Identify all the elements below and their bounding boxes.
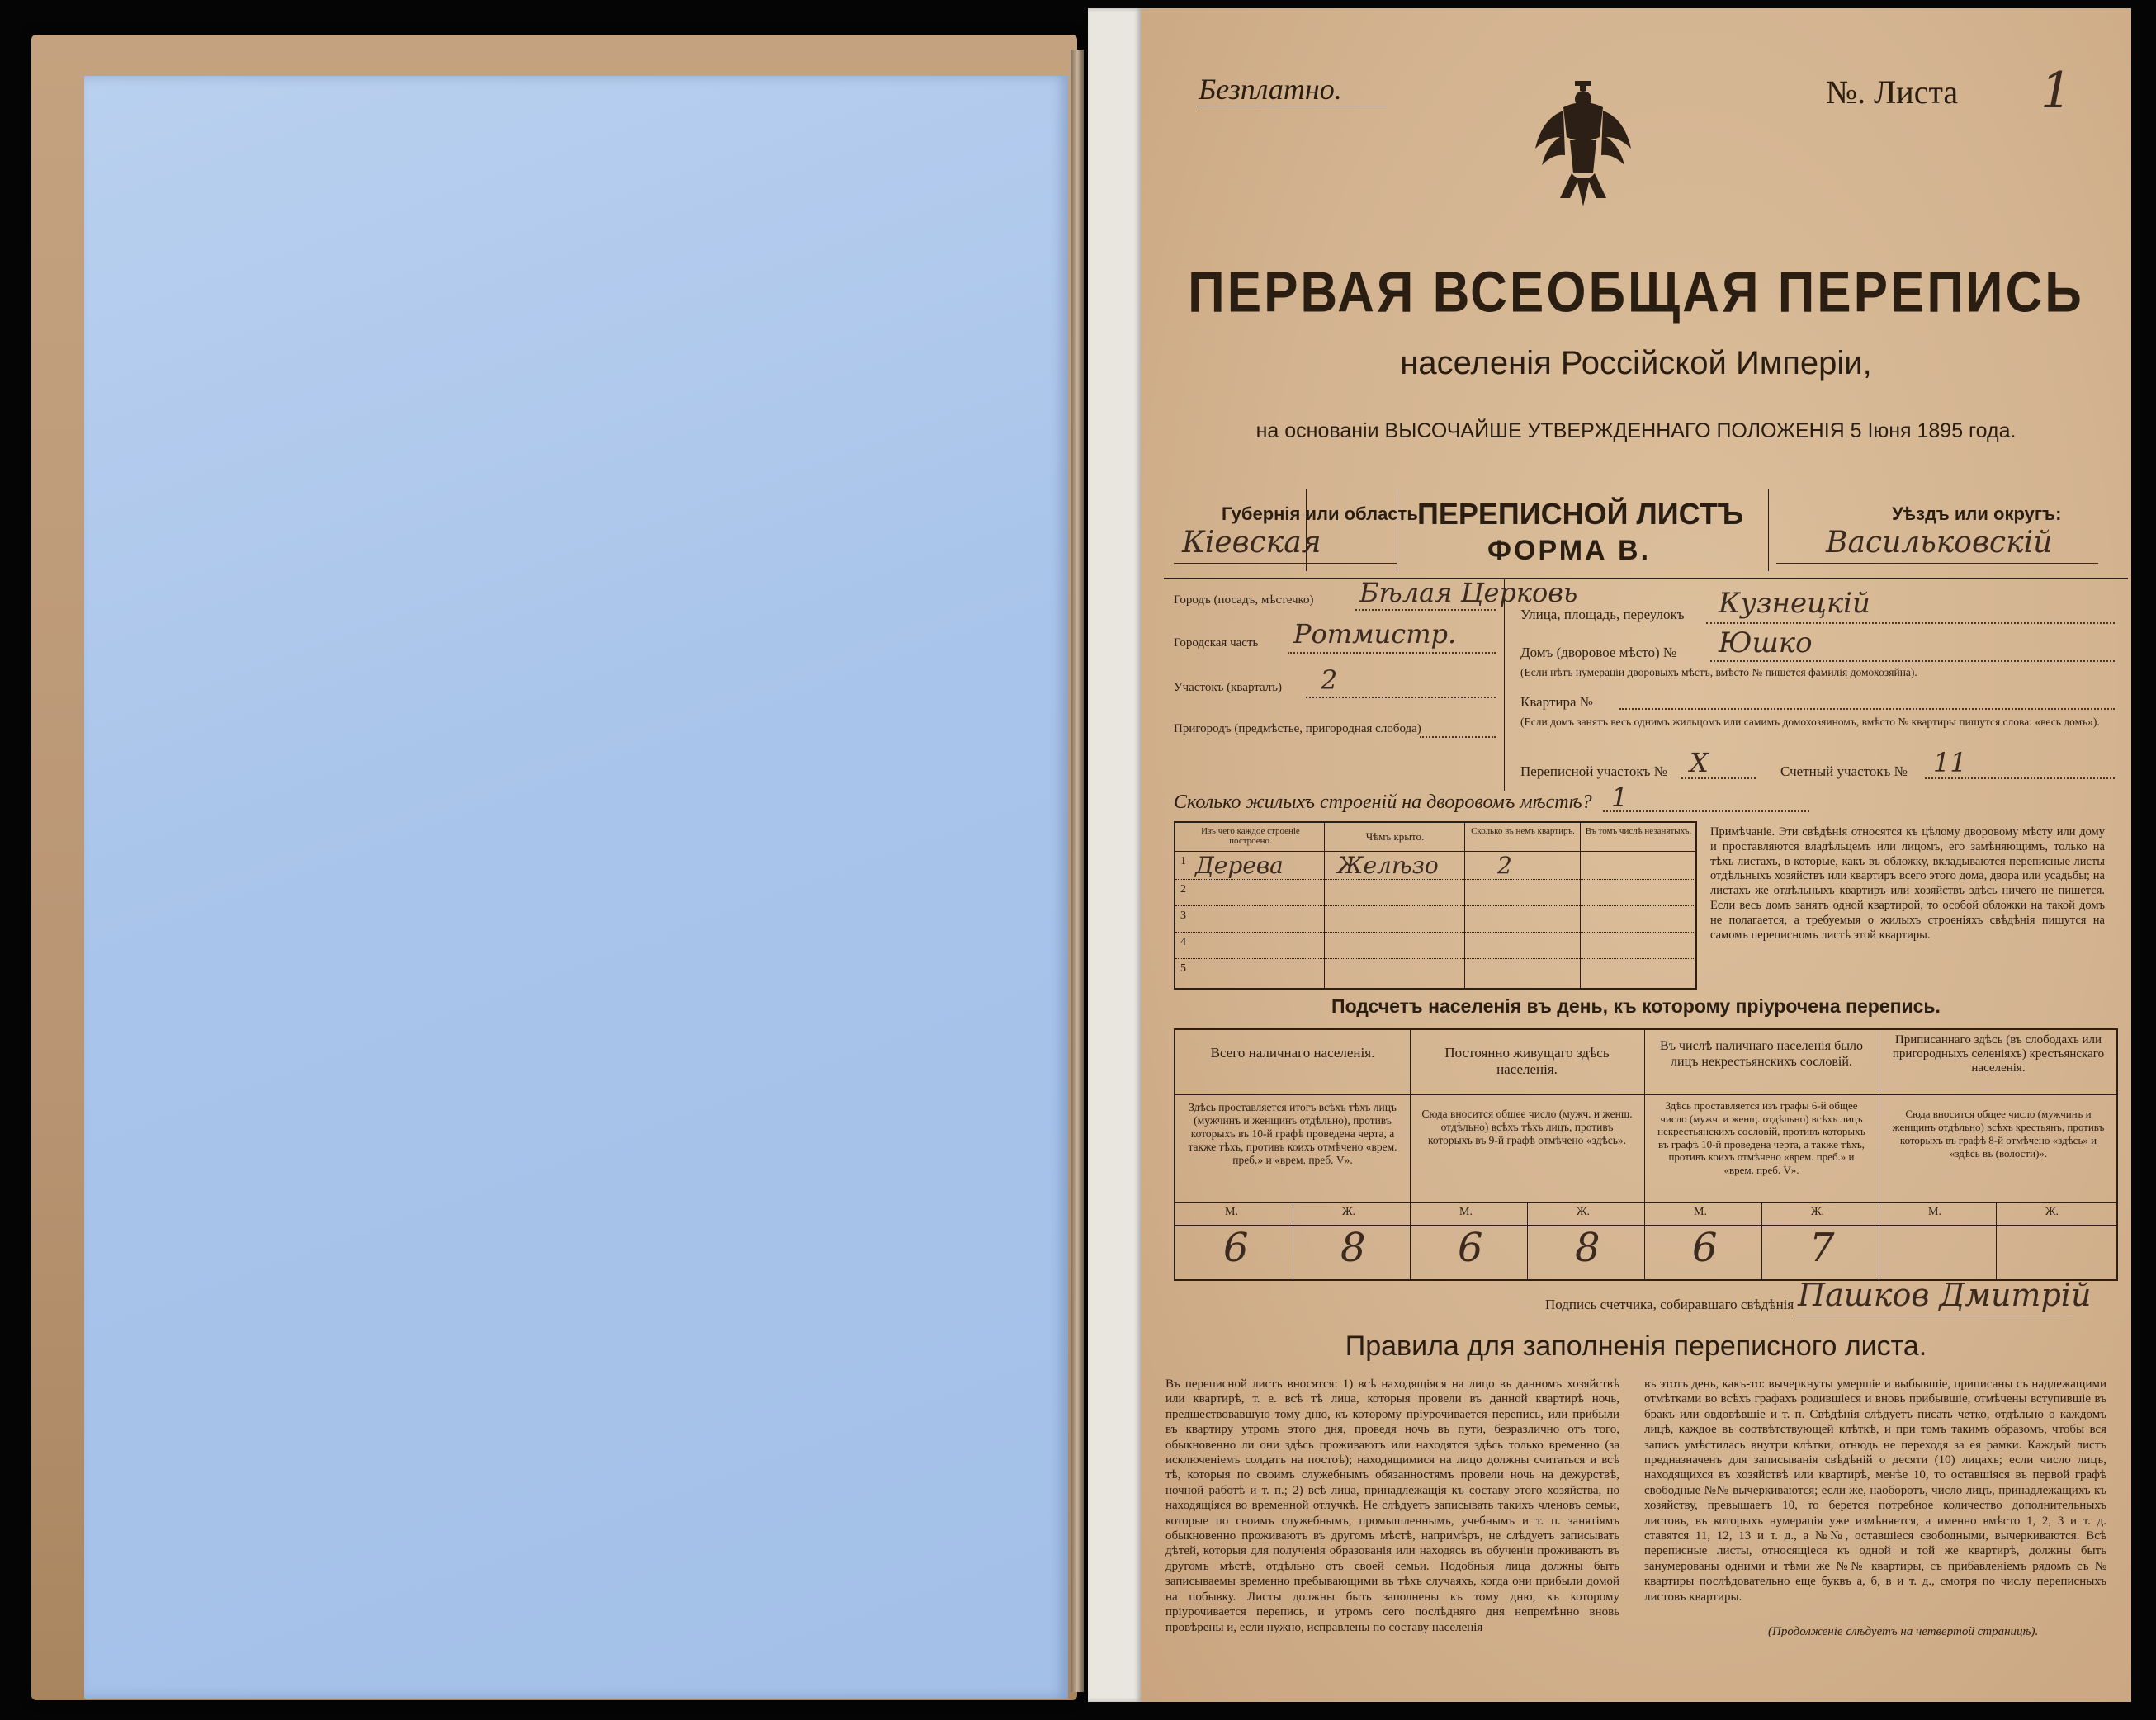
census-basis-line: на основаніи ВЫСОЧАЙШЕ УТВЕРЖДЕННАГО ПОЛОЖЕНІЯ 5 Іюня 1895 года. (1255, 419, 2017, 442)
binding-strip (1088, 8, 1141, 1702)
census-subtitle: населенія Россійской Имперіи, (1400, 345, 1872, 381)
city-part-line (1288, 652, 1496, 654)
precinct-line (1306, 697, 1496, 698)
population-title: Подсчетъ населенія въ день, къ которому пріурочена перепись. (1331, 995, 1941, 1017)
enumerator-signature: Пашков Дмитрій (1798, 1277, 2092, 1313)
row-1-apartments: 2 (1497, 852, 1512, 879)
pop-col-2-desc: Сюда вносится общее число (мужч. и женщ. отдѣльно) всѣхъ тѣхъ лицъ, противъ которыхъ въ 9-й графѣ отмѣчено «здѣсь». (1421, 1108, 1633, 1146)
buildings-table: Изъ чего каждое строеніе построено. Чѣмъ крыто. Сколько въ немъ квартиръ. Въ томъ числѣ незанятыхъ. 1 Дерева Желѣзо 2 2 3 4 5 (1174, 821, 1697, 990)
form-letter: ФОРМА В. (1487, 535, 1652, 566)
sheet-number-value: 1 (2040, 62, 2073, 120)
m-label: М. (1694, 1206, 1707, 1218)
census-section-label: Переписной участокъ № (1520, 763, 1667, 779)
city-label: Городъ (посадъ, мѣстечко) (1174, 593, 1314, 607)
pop-col-2-head: Постоянно живущаго здѣсь населенія. (1444, 1045, 1610, 1077)
suburb-label: Пригородъ (предмѣстье, пригородная слобода) (1174, 722, 1421, 735)
buildings-col-roof: Чѣмъ крыто. (1365, 830, 1425, 843)
count-section-line (1925, 777, 2115, 779)
pop-col-1-head: Всего наличнаго населенія. (1210, 1045, 1375, 1061)
house-label: Домъ (дворовое мѣсто) № (1520, 645, 1677, 660)
pop-col-1-desc: Здѣсь проставляется итогъ всѣхъ тѣхъ лицъ (мужчинъ и женщинъ отдѣльно), противъ которыхъ въ 10-й графѣ проведена черта, а также тѣхъ, противъ коихъ отмѣчено «врем. преб.» и «врем. преб. V». (1188, 1101, 1397, 1166)
m-label: М. (1928, 1206, 1941, 1218)
row-1-roof: Желѣзо (1337, 852, 1439, 879)
blue-endpaper (84, 76, 1068, 1699)
buildings-answer: 1 (1611, 782, 1629, 813)
present-male-count: 6 (1223, 1225, 1249, 1271)
census-form-page (1141, 8, 2131, 1702)
census-section-line (1681, 777, 1756, 779)
rules-title: Правила для заполненія переписного листа. (1345, 1330, 1927, 1362)
province-label: Губернія или область: (1222, 503, 1425, 524)
table-row: 2 (1180, 883, 1186, 895)
f-label: Ж. (1811, 1206, 1825, 1218)
district-underline (1776, 563, 2098, 564)
buildings-note: Примѣчаніе. Эти свѣдѣнія относятся къ цѣлому дворовому мѣсту или дому и проставляются владѣльцемъ или лицомъ, его замѣняющимъ, только на тѣхъ листахъ, в которые, какъ въ обложку, вкладываются переписные листы отдѣльныхъ хозяйствъ или квартиръ всего этого дома, двора или усадьбы; на листахъ же отдѣльныхъ квартиръ или хозяйствъ здѣсь ничего не пишется. Если весь домъ занятъ одной квартирой, то особой обложки на такой домъ не полагается, а требуемыя о жилыхъ строеніяхъ свѣдѣнія пишутся на самомъ переписномъ листѣ этой квартиры. (1710, 825, 2105, 942)
population-table (1174, 1028, 2118, 1281)
house-line (1710, 660, 2115, 662)
city-part-value: Ротмистр. (1293, 618, 1457, 650)
rules-right-column: въ этотъ день, какъ-то: вычеркнуты умершіе и выбывшіе, приписаны съ надлежащими отмѣтками во всѣхъ графахъ родившіеся и вновь прибывшіе, отмѣчены вступившіе въ бракъ или овдовѣвшіе и т. п. Свѣдѣнія слѣдуетъ писать четко, отдѣльно о каждомъ лицѣ, каждое въ соотвѣтствующей клѣткѣ, и при томъ такимъ образомъ, чтобы вся запись умѣстилась внутри клѣтки, отнюдь не переходя за ея рамки. Каждый листъ предназначенъ для записыванія свѣдѣній о десяти (10) лицахъ; если число лицъ, находящихся въ хозяйствѣ или квартирѣ, менѣе 10, то оставшіяся въ первой графѣ свободные №№ вычеркиваются; если же, наоборотъ, число лицъ, принадлежащихъ къ хозяйству, превышаетъ 10, то берется потребное количество дополнительныхъ листовъ, въ которыхъ нумерація уже измѣняется, а именно вмѣсто 1, 2, 3 и т. д. ставятся 11, 12, 13 и т. д., а №№, оставшіеся свободными, вычеркиваются. Всѣ переписные листы, относящіеся къ одной и той же квартирѣ, должны быть занумерованы одними и тѣми же №№ квартиры, съ прибавленіемъ рядомъ съ № квартиры послѣдовательно еще буквъ а, б, в и т. д., смотря по числу переписныхъ листовъ квартиры. (1644, 1377, 2106, 1604)
row-1-material: Дерева (1195, 852, 1284, 879)
apartment-note: (Если домъ занятъ весь однимъ жильцомъ или самимъ домохозяиномъ, вмѣсто № квартиры пишутся слова: «весь домъ»). (1520, 716, 2100, 728)
city-part-label: Городская часть (1174, 636, 1259, 650)
apartment-label: Квартира № (1520, 694, 1594, 710)
count-section-label: Счетный участокъ № (1780, 763, 1908, 779)
buildings-question: Сколько жилыхъ строеній на дворовомъ мѣстѣ? (1174, 791, 1592, 813)
rules-continued-note: (Продолженіе слѣдуетъ на четвертой страницѣ). (1768, 1625, 2039, 1638)
table-row: 3 (1180, 910, 1186, 922)
signature-label: Подпись счетчика, собиравшаго свѣдѣнія (1545, 1297, 1794, 1312)
m-label: М. (1459, 1206, 1473, 1218)
buildings-answer-line (1603, 810, 1809, 812)
buildings-col-apartments: Сколько въ немъ квартиръ. (1471, 826, 1575, 836)
buildings-col-material: Изъ чего каждое строеніе построено. (1201, 826, 1300, 846)
pop-col-3-desc: Здѣсь проставляется изъ графы 6-й общее число (мужч. и женщ. отдѣльно) всѣхъ лицъ некрестьянскихъ сословій, противъ которыхъ въ графѣ 10-й проведена черта, а также тѣхъ, противъ коихъ отмѣчено «врем. преб.» и «врем. преб. V». (1657, 1099, 1865, 1176)
city-value: Бѣлая Церковь (1359, 577, 1578, 608)
binding-spine (1071, 50, 1084, 1692)
street-line (1706, 622, 2115, 624)
table-row: 5 (1180, 962, 1186, 975)
f-label: Ж. (1342, 1206, 1356, 1218)
permanent-female-count: 8 (1575, 1225, 1600, 1271)
present-female-count: 8 (1340, 1225, 1366, 1271)
suburb-line (1420, 736, 1496, 738)
count-section-value: 11 (1933, 747, 1967, 778)
imperial-eagle-emblem (1530, 74, 1636, 215)
district-label: Уѣздъ или округъ: (1892, 503, 2062, 524)
address-divider (1504, 579, 1505, 791)
permanent-male-count: 6 (1458, 1225, 1483, 1271)
rules-left-column: Въ переписной листъ вносятся: 1) всѣ находящіяся на лицо въ данномъ хозяйствѣ или квартирѣ, т. е. всѣ тѣ лица, которыя провели въ данной квартирѣ ночь, предшествовавшую тому дню, къ которому пріурочивается перепись, или прибыли въ квартиру утромъ этого дня, проведя ночь въ пути, безразлично отъ того, обыкновенно ли они здѣсь проживаютъ или находятся здѣсь только временно (за исключеніемъ солдатъ на постоѣ); находящимися на лицо должны считаться и всѣ тѣ, которыя по своимъ служебнымъ обязанностямъ провели ночь на дежурствѣ, ночной работѣ и т. п.; 2) всѣ лица, принадлежащія къ составу этого хозяйства, но находящіяся во временной отлучкѣ. Не слѣдуетъ записывать такихъ членовъ семьи, которые по своимъ служебнымъ, промышленнымъ, учебнымъ и т. п. занятіямъ обыкновенно проживаютъ въ другомъ мѣстѣ, напримѣръ, не слѣдуетъ записывать дѣтей, которыя для полученія образованія или находясь въ обученіи проживаютъ въ другомъ мѣстѣ, отдѣльно отъ своей семьи. Подобныя лица должны быть записываемы временно пребывающими въ тѣхъ случаяхъ, когда они прибыли домой на побывку. Листы должны быть заполнены къ тому дню, къ которому пріурочивается перепись, и утромъ сего послѣдняго дня непремѣнно вновь провѣрены и, если нужно, исправлены по составу населенія (1165, 1377, 1619, 1634)
free-label: Безплатно. (1199, 73, 1342, 106)
province-value: Кіевская (1182, 526, 1321, 560)
census-section-value: X (1690, 747, 1709, 778)
m-label: М. (1225, 1206, 1238, 1218)
province-underline (1174, 563, 1397, 564)
district-value: Васильковскій (1826, 526, 2053, 560)
f-label: Ж. (1577, 1206, 1591, 1218)
nonpeasant-male-count: 6 (1692, 1225, 1718, 1271)
nonpeasant-female-count: 7 (1809, 1225, 1835, 1271)
census-main-title: ПЕРВАЯ ВСЕОБЩАЯ ПЕРЕПИСЬ (1188, 260, 2084, 325)
apartment-line (1619, 708, 2115, 710)
sheet-number-label: №. Листа (1826, 73, 1959, 111)
pop-col-4-desc: Сюда вносится общее число (мужчинъ и женщинъ отдѣльно) всѣхъ крестьянъ, противъ которыхъ въ графѣ 8-й отмѣчено «здѣсь» и «здѣсь въ (волости)». (1892, 1108, 2105, 1160)
pop-col-4-head: Приписаннаго здѣсь (въ слободахъ или пригородныхъ селеніяхъ) крестьянскаго населенія. (1892, 1033, 2105, 1075)
street-label: Улица, площадь, переулокъ (1520, 607, 1685, 622)
buildings-col-vacant: Въ томъ числѣ незанятыхъ. (1585, 826, 1692, 836)
f-label: Ж. (2045, 1206, 2059, 1218)
house-note: (Если нѣтъ нумераціи дворовыхъ мѣстъ, вмѣсто № пишется фамилія домохозяйна). (1520, 666, 1917, 678)
street-value: Кузнецкій (1719, 587, 1870, 620)
form-title-right-border (1768, 489, 1769, 571)
table-row: 4 (1180, 936, 1186, 948)
house-value: Юшко (1719, 626, 1813, 659)
precinct-label: Участокъ (кварталъ) (1174, 681, 1283, 694)
city-line (1355, 609, 1496, 611)
form-title: ПЕРЕПИСНОЙ ЛИСТЪ (1417, 497, 1744, 531)
precinct-value: 2 (1321, 664, 1338, 696)
pop-col-3-head: Въ числѣ наличнаго населенія было лицъ некрестьянскихъ сословій. (1660, 1039, 1863, 1069)
